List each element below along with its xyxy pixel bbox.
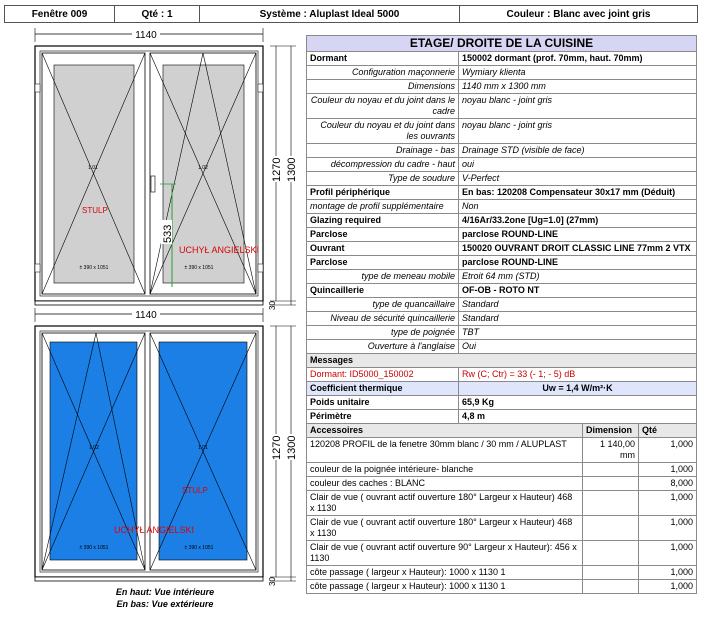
acc-name: Clair de vue ( ouvrant actif ouverture 180° Largeur x Hauteur) 468 x 1130 (307, 516, 583, 541)
row-label: Couleur du noyau et du joint dans le cadre (307, 94, 459, 119)
acc-dim-header: Dimension (583, 424, 639, 438)
montage-value: Non (459, 200, 697, 214)
caption-bottom: En bas: Vue extérieure (116, 599, 214, 609)
acc-dim (583, 541, 639, 566)
acc-dim (583, 566, 639, 580)
width-dimension-2: 1140 (135, 310, 157, 321)
caption-top: En haut: Vue intérieure (115, 587, 215, 597)
bottom-left-label: 1.02 (89, 445, 99, 451)
acc-name: Clair de vue ( ouvrant actif ouverture 180° Largeur x Hauteur) 468 x 1130 (307, 491, 583, 516)
bottom-right-label: 1.01 (198, 445, 208, 451)
header-bar (4, 5, 698, 23)
top-handle-icon (151, 176, 155, 192)
drawing-caption (70, 586, 260, 610)
row-label: Niveau de sécurité quincaillerie (307, 312, 459, 326)
glazing-label: Glazing required (307, 214, 459, 228)
bottom-dim-2: 30 (268, 577, 277, 586)
row-label: type de poignée (307, 326, 459, 340)
top-uchyl: UCHYŁ ANGIELSKI (179, 245, 260, 255)
quinc-label: Quincaillerie (307, 284, 459, 298)
parclose2-value: parclose ROUND-LINE (459, 256, 697, 270)
parclose2-label: Parclose (307, 256, 459, 270)
acc-name: couleur des caches : BLANC (307, 477, 583, 491)
bottom-left-size: ± 390 x 1051 (79, 545, 109, 551)
parclose-label: Parclose (307, 228, 459, 242)
width-dimension: 1140 (135, 30, 157, 41)
table-row (307, 566, 697, 580)
row-label: Couleur du noyau et du joint dans les ouvrants (307, 119, 459, 144)
row-value: noyau blanc - joint gris (459, 94, 697, 119)
row-label: Drainage - bas (307, 144, 459, 158)
acc-qty: 1,000 (639, 491, 697, 516)
top-right-label: 1.02 (198, 165, 208, 171)
acc-dim (583, 463, 639, 477)
row-value: V-Perfect (459, 172, 697, 186)
acc-qty: 1,000 (639, 516, 697, 541)
row-value: TBT (459, 326, 697, 340)
spec-table (306, 35, 697, 594)
top-left-label: 1.01 (88, 165, 98, 171)
top-right-size: ± 390 x 1051 (184, 265, 214, 271)
profil-label: Profil périphérique (307, 186, 459, 200)
row-label: décompression du cadre - haut (307, 158, 459, 172)
row-value: 1140 mm x 1300 mm (459, 80, 697, 94)
dormant-msg-label: Dormant: ID5000_150002 (307, 368, 459, 382)
top-left-size: ± 390 x 1051 (79, 265, 109, 271)
table-row (307, 438, 697, 463)
row-value: Wymiary klienta (459, 66, 697, 80)
top-view (35, 28, 298, 310)
perimetre-label: Périmètre (307, 410, 459, 424)
acc-qty: 1,000 (639, 580, 697, 594)
meneau-value: Etroit 64 mm (STD) (459, 270, 697, 284)
row-label: type de quancaillaire (307, 298, 459, 312)
row-value: oui (459, 158, 697, 172)
dormant-label: Dormant (307, 52, 459, 66)
messages-header: Messages (307, 354, 697, 368)
row-value: noyau blanc - joint gris (459, 119, 697, 144)
table-row (307, 580, 697, 594)
meneau-label: type de meneau mobile (307, 270, 459, 284)
ouvrant-value: 150020 OUVRANT DROIT CLASSIC LINE 77mm 2 VTX (459, 242, 697, 256)
row-label: Dimensions (307, 80, 459, 94)
table-row (307, 463, 697, 477)
table-row (307, 491, 697, 516)
table-row (307, 541, 697, 566)
dormant-value: 150002 dormant (prof. 70mm, haut. 70mm) (459, 52, 697, 66)
window-name: Fenêtre 009 (5, 6, 115, 22)
acc-qty: 8,000 (639, 477, 697, 491)
poids-value: 65,9 Kg (459, 396, 697, 410)
bottom-stulp: STULP (182, 486, 208, 495)
acc-qty: 1,000 (639, 438, 697, 463)
outer-height: 1300 (286, 157, 298, 182)
glazing-value: 4/16Ar/33.2one [Ug=1.0] (27mm) (459, 214, 697, 228)
acc-name: 120208 PROFIL de la fenetre 30mm blanc / 30 mm / ALUPLAST (307, 438, 583, 463)
perimetre-value: 4,8 m (459, 410, 697, 424)
inner-height-2: 1270 (271, 435, 283, 460)
inner-height: 1270 (271, 157, 283, 182)
poids-label: Poids unitaire (307, 396, 459, 410)
window-drawings (0, 24, 306, 609)
acc-dim (583, 491, 639, 516)
dormant-msg-value: Rw (C; Ctr) = 33 (- 1; - 5) dB (459, 368, 697, 382)
acc-header: Accessoires (307, 424, 583, 438)
coef-value: Uw = 1,4 W/m²·K (459, 382, 697, 396)
acc-qty: 1,000 (639, 566, 697, 580)
outer-height-2: 1300 (286, 435, 298, 460)
row-value: Standard (459, 298, 697, 312)
acc-dim: 1 140,00 mm (583, 438, 639, 463)
system: Système : Aluplast Ideal 5000 (200, 6, 460, 22)
coef-label: Coefficient thermique (307, 382, 459, 396)
quinc-value: OF-OB - ROTO NT (459, 284, 697, 298)
row-value: Oui (459, 340, 697, 354)
bottom-uchyl: UCHYŁ ANGIELSKI (114, 525, 195, 535)
bottom-view (35, 308, 298, 586)
acc-qty-header: Qté (639, 424, 697, 438)
bottom-right-size: ± 390 x 1051 (184, 545, 214, 551)
acc-name: côte passage ( largeur x Hauteur): 1000 x 1130 1 (307, 580, 583, 594)
top-stulp: STULP (82, 206, 108, 215)
acc-qty: 1,000 (639, 463, 697, 477)
acc-dim (583, 477, 639, 491)
acc-qty: 1,000 (639, 541, 697, 566)
parclose-value: parclose ROUND-LINE (459, 228, 697, 242)
acc-name: couleur de la poignée intérieure- blanche (307, 463, 583, 477)
bottom-dim: 30 (268, 301, 277, 310)
montage-label: montage de profil supplémentaire (307, 200, 459, 214)
row-label: Type de soudure (307, 172, 459, 186)
row-label: Configuration maçonnerie (307, 66, 459, 80)
row-value: Standard (459, 312, 697, 326)
acc-dim (583, 516, 639, 541)
row-value: Drainage STD (visible de face) (459, 144, 697, 158)
ouvrant-label: Ouvrant (307, 242, 459, 256)
profil-value: En bas: 120208 Compensateur 30x17 mm (Déduit) (459, 186, 697, 200)
table-row (307, 516, 697, 541)
acc-name: côte passage ( largeur x Hauteur): 1000 x 1130 1 (307, 566, 583, 580)
acc-dim (583, 580, 639, 594)
table-title: ETAGE/ DROITE DE LA CUISINE (307, 36, 697, 52)
table-row (307, 477, 697, 491)
handle-height: 533 (162, 224, 174, 243)
row-label: Ouverture à l'anglaise (307, 340, 459, 354)
color: Couleur : Blanc avec joint gris (460, 6, 697, 22)
acc-name: Clair de vue ( ouvrant actif ouverture 90° Largeur x Hauteur): 456 x 1130 (307, 541, 583, 566)
quantity: Qté : 1 (115, 6, 200, 22)
